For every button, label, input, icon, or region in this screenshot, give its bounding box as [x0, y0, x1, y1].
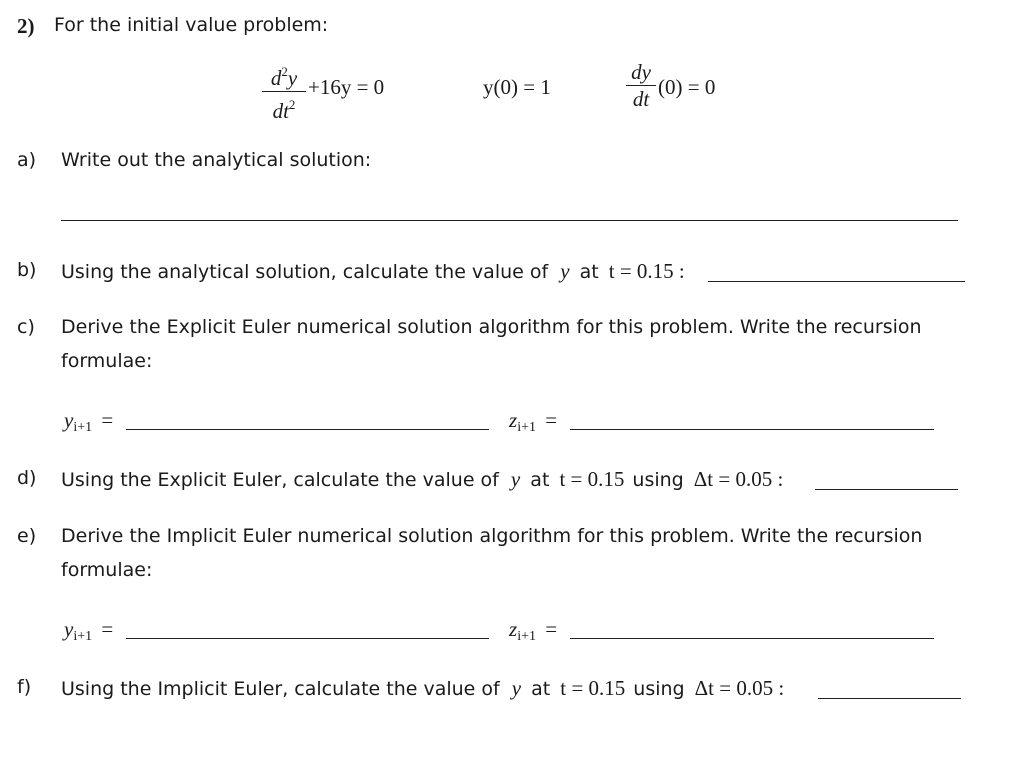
- part-b-question: [61, 259, 685, 284]
- explicit-z-equals: =: [545, 408, 558, 432]
- ode-numerator-var: y: [287, 66, 298, 90]
- implicit-z-equals: =: [545, 617, 558, 641]
- part-d-condition: t = 0.15: [559, 467, 625, 491]
- second-derivative-fraction: [262, 60, 306, 123]
- explicit-y-var: y: [64, 408, 74, 432]
- part-f-using: using: [633, 678, 685, 700]
- part-b-condition: t = 0.15 :: [608, 259, 685, 283]
- implicit-y-recursion: [64, 617, 113, 645]
- part-c-text-line2: formulae:: [61, 350, 153, 372]
- initial-condition-y: y(0) = 1: [483, 75, 551, 99]
- part-e-text-line1: Derive the Implicit Euler numerical solution algorithm for this problem. Write the recursion: [61, 525, 923, 547]
- first-derivative-fraction: [626, 60, 656, 111]
- implicit-y-equals: =: [101, 617, 114, 641]
- part-d-text: Using the Explicit Euler, calculate the value of: [61, 469, 499, 491]
- part-a-text: Write out the analytical solution:: [61, 149, 372, 171]
- part-b-text: Using the analytical solution, calculate the value of: [61, 261, 549, 283]
- explicit-y-answer-line[interactable]: [126, 413, 489, 430]
- part-b-var: y: [560, 259, 570, 283]
- implicit-z-recursion: [509, 617, 557, 645]
- explicit-z-var: z: [509, 408, 518, 432]
- ode-rest: +16y = 0: [308, 75, 385, 99]
- part-a-label: a): [17, 149, 37, 171]
- ode-numerator-d: d: [270, 66, 282, 90]
- implicit-y-answer-line[interactable]: [126, 622, 489, 639]
- explicit-y-recursion: [64, 408, 113, 436]
- part-b-label: b): [17, 259, 37, 281]
- part-f-step: Δt = 0.05 :: [694, 676, 785, 700]
- part-c-label: c): [17, 316, 35, 338]
- part-f-answer-line[interactable]: [818, 682, 961, 699]
- part-f-at: at: [531, 678, 551, 700]
- explicit-z-subscript: i+1: [517, 420, 536, 435]
- ic2-numerator: dy: [631, 60, 651, 84]
- part-f-label: f): [17, 676, 32, 698]
- part-d-answer-line[interactable]: [815, 473, 958, 490]
- part-d-at: at: [530, 469, 550, 491]
- implicit-y-var: y: [64, 617, 74, 641]
- part-d-using: using: [632, 469, 684, 491]
- ic2-rest: (0) = 0: [658, 75, 716, 99]
- part-d-var: y: [510, 467, 521, 491]
- part-f-text: Using the Implicit Euler, calculate the value of: [61, 678, 500, 700]
- part-f-var: y: [511, 676, 522, 700]
- implicit-z-subscript: i+1: [517, 629, 536, 644]
- ode-denominator-exp: 2: [288, 97, 296, 112]
- part-d-question: [61, 467, 783, 492]
- implicit-y-subscript: i+1: [73, 629, 93, 644]
- part-d-step: Δt = 0.05 :: [693, 467, 784, 491]
- problem-intro: For the initial value problem:: [54, 14, 329, 36]
- explicit-y-subscript: i+1: [73, 420, 93, 435]
- question-number: 2): [17, 14, 35, 38]
- part-f-condition: t = 0.15: [560, 676, 626, 700]
- part-a-answer-line[interactable]: [61, 210, 958, 221]
- part-c-text-line1: Derive the Explicit Euler numerical solution algorithm for this problem. Write the recursion: [61, 316, 922, 338]
- part-b-at: at: [579, 261, 599, 283]
- ic2-denominator: dt: [632, 87, 650, 111]
- part-f-question: [61, 676, 784, 701]
- part-d-label: d): [17, 467, 37, 489]
- explicit-y-equals: =: [101, 408, 114, 432]
- part-e-label: e): [17, 525, 37, 547]
- implicit-z-var: z: [509, 617, 518, 641]
- implicit-z-answer-line[interactable]: [570, 622, 934, 639]
- explicit-z-answer-line[interactable]: [570, 413, 934, 430]
- part-b-answer-line[interactable]: [708, 265, 965, 282]
- explicit-z-recursion: [509, 408, 557, 436]
- ode-numerator-exp: 2: [281, 64, 288, 79]
- part-e-text-line2: formulae:: [61, 559, 153, 581]
- ode-denominator: dt: [272, 99, 289, 123]
